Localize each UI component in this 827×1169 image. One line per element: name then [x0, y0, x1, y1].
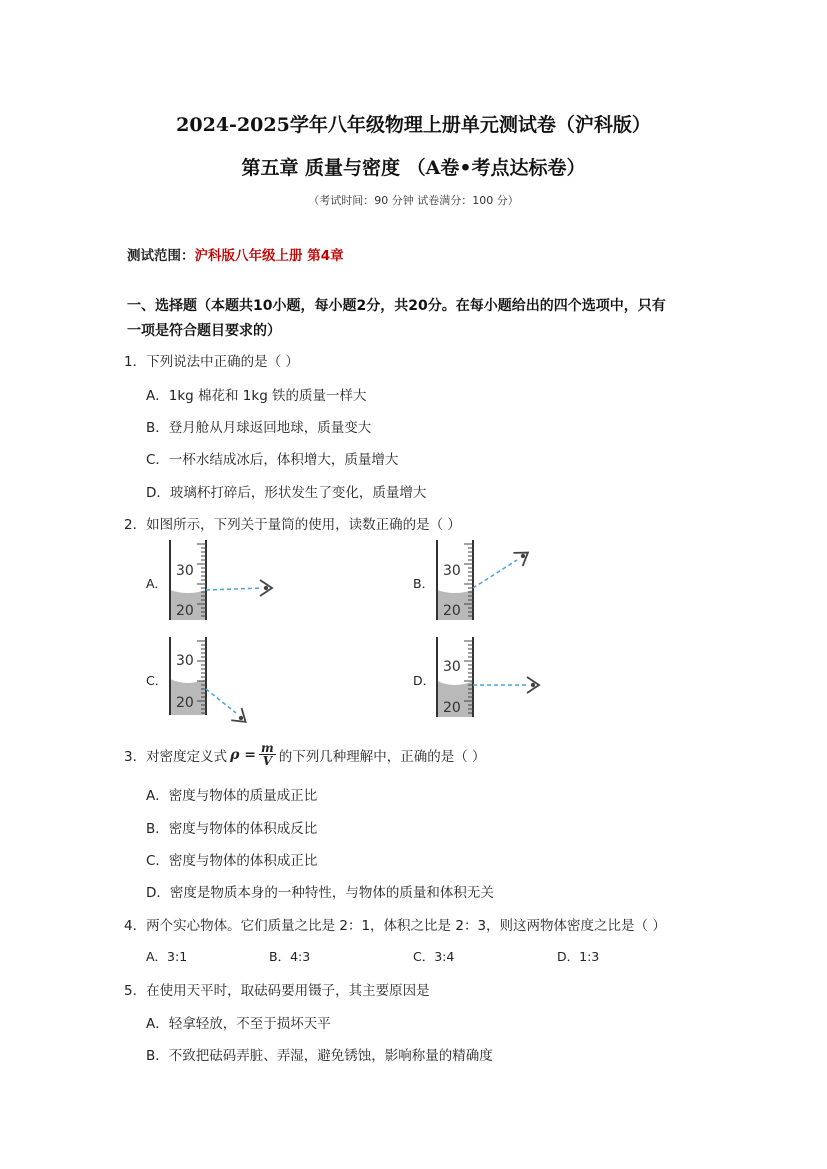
test-scope-label: 测试范围： [127, 248, 195, 264]
scale-label-30: 30 [176, 563, 194, 579]
question-3-stem-pre: 3．对密度定义式 [124, 748, 228, 765]
question-1-option-a: A．1kg 棉花和 1kg 铁的质量一样大 [146, 388, 367, 404]
sight-line [206, 588, 262, 590]
figure-b-label: B． [413, 576, 435, 591]
question-3-option-d: D．密度是物质本身的一种特性，与物体的质量和体积无关 [146, 885, 494, 901]
question-3-option-a: A．密度与物体的质量成正比 [146, 788, 318, 804]
cylinder-figure-d [433, 635, 553, 723]
document-title: 2024-2025学年八年级物理上册单元测试卷（沪科版） [176, 114, 651, 136]
section-heading-line1: 一、选择题（本题共10小题，每小题2分，共20分。在每小题给出的四个选项中，只有 [127, 298, 666, 314]
figure-a-label: A． [146, 576, 168, 591]
question-4-option-a: A．3:1 [146, 949, 188, 964]
question-5-option-b: B．不致把砝码弄脏、弄湿，避免锈蚀，影响称量的精确度 [146, 1048, 493, 1064]
exam-info: （考试时间：90 分钟 试卷满分：100 分） [308, 194, 519, 207]
sight-line [473, 560, 517, 588]
formula-numerator: m [261, 741, 274, 755]
question-5-option-a: A．轻拿轻放，不至于损坏天平 [146, 1016, 331, 1032]
sight-line [206, 689, 236, 713]
test-scope-value: 沪科版八年级上册 第4章 [194, 248, 344, 264]
density-formula [230, 742, 276, 767]
scale-label-20: 20 [176, 695, 194, 711]
question-3-stem [124, 742, 486, 767]
cylinder-figure-a [166, 538, 286, 623]
figure-d-label: D． [413, 673, 436, 688]
question-1-option-c: C．一杯水结成冰后，体积增大，质量增大 [146, 452, 399, 468]
cylinder-figure-c [166, 635, 286, 727]
figure-c-label: C． [146, 673, 168, 688]
eye-icon [513, 546, 532, 566]
scale-label-20: 20 [443, 603, 461, 619]
test-scope [127, 244, 344, 264]
scale-label-30: 30 [443, 563, 461, 579]
question-1-option-d: D．玻璃杯打碎后，形状发生了变化，质量增大 [146, 485, 427, 501]
question-3-stem-post: 的下列几种理解中，正确的是（ ） [278, 748, 486, 765]
question-4-stem: 4．两个实心物体。它们质量之比是 2：1，体积之比是 2：3，则这两物体密度之比是（ ） [124, 918, 666, 934]
eye-icon [527, 677, 539, 693]
question-5-stem: 5．在使用天平时，取砝码要用镊子，其主要原因是 [124, 983, 430, 999]
cylinder-figure-b [433, 538, 553, 623]
scale-label-20: 20 [176, 603, 194, 619]
formula-lhs: ρ = [230, 746, 257, 763]
scale-label-20: 20 [443, 700, 461, 716]
eye-icon [260, 580, 272, 596]
scale-label-30: 30 [443, 659, 461, 675]
section-heading-line2: 一项是符合题目要求的） [127, 323, 281, 339]
formula-denominator: V [262, 754, 273, 768]
chapter-title: 第五章 质量与密度 （A卷•考点达标卷） [241, 157, 586, 179]
question-3-option-b: B．密度与物体的体积成反比 [146, 821, 318, 837]
question-3-option-c: C．密度与物体的体积成正比 [146, 853, 318, 869]
question-4-option-c: C．3:4 [413, 949, 455, 964]
scale-label-30: 30 [176, 653, 194, 669]
question-1-option-b: B．登月舱从月球返回地球，质量变大 [146, 420, 372, 436]
question-4-option-d: D．1:3 [557, 949, 600, 964]
question-1-stem: 1．下列说法中正确的是（ ） [124, 354, 299, 370]
question-2-stem: 2．如图所示，下列关于量筒的使用，读数正确的是（ ） [124, 517, 461, 533]
question-4-option-b: B．4:3 [269, 949, 311, 964]
